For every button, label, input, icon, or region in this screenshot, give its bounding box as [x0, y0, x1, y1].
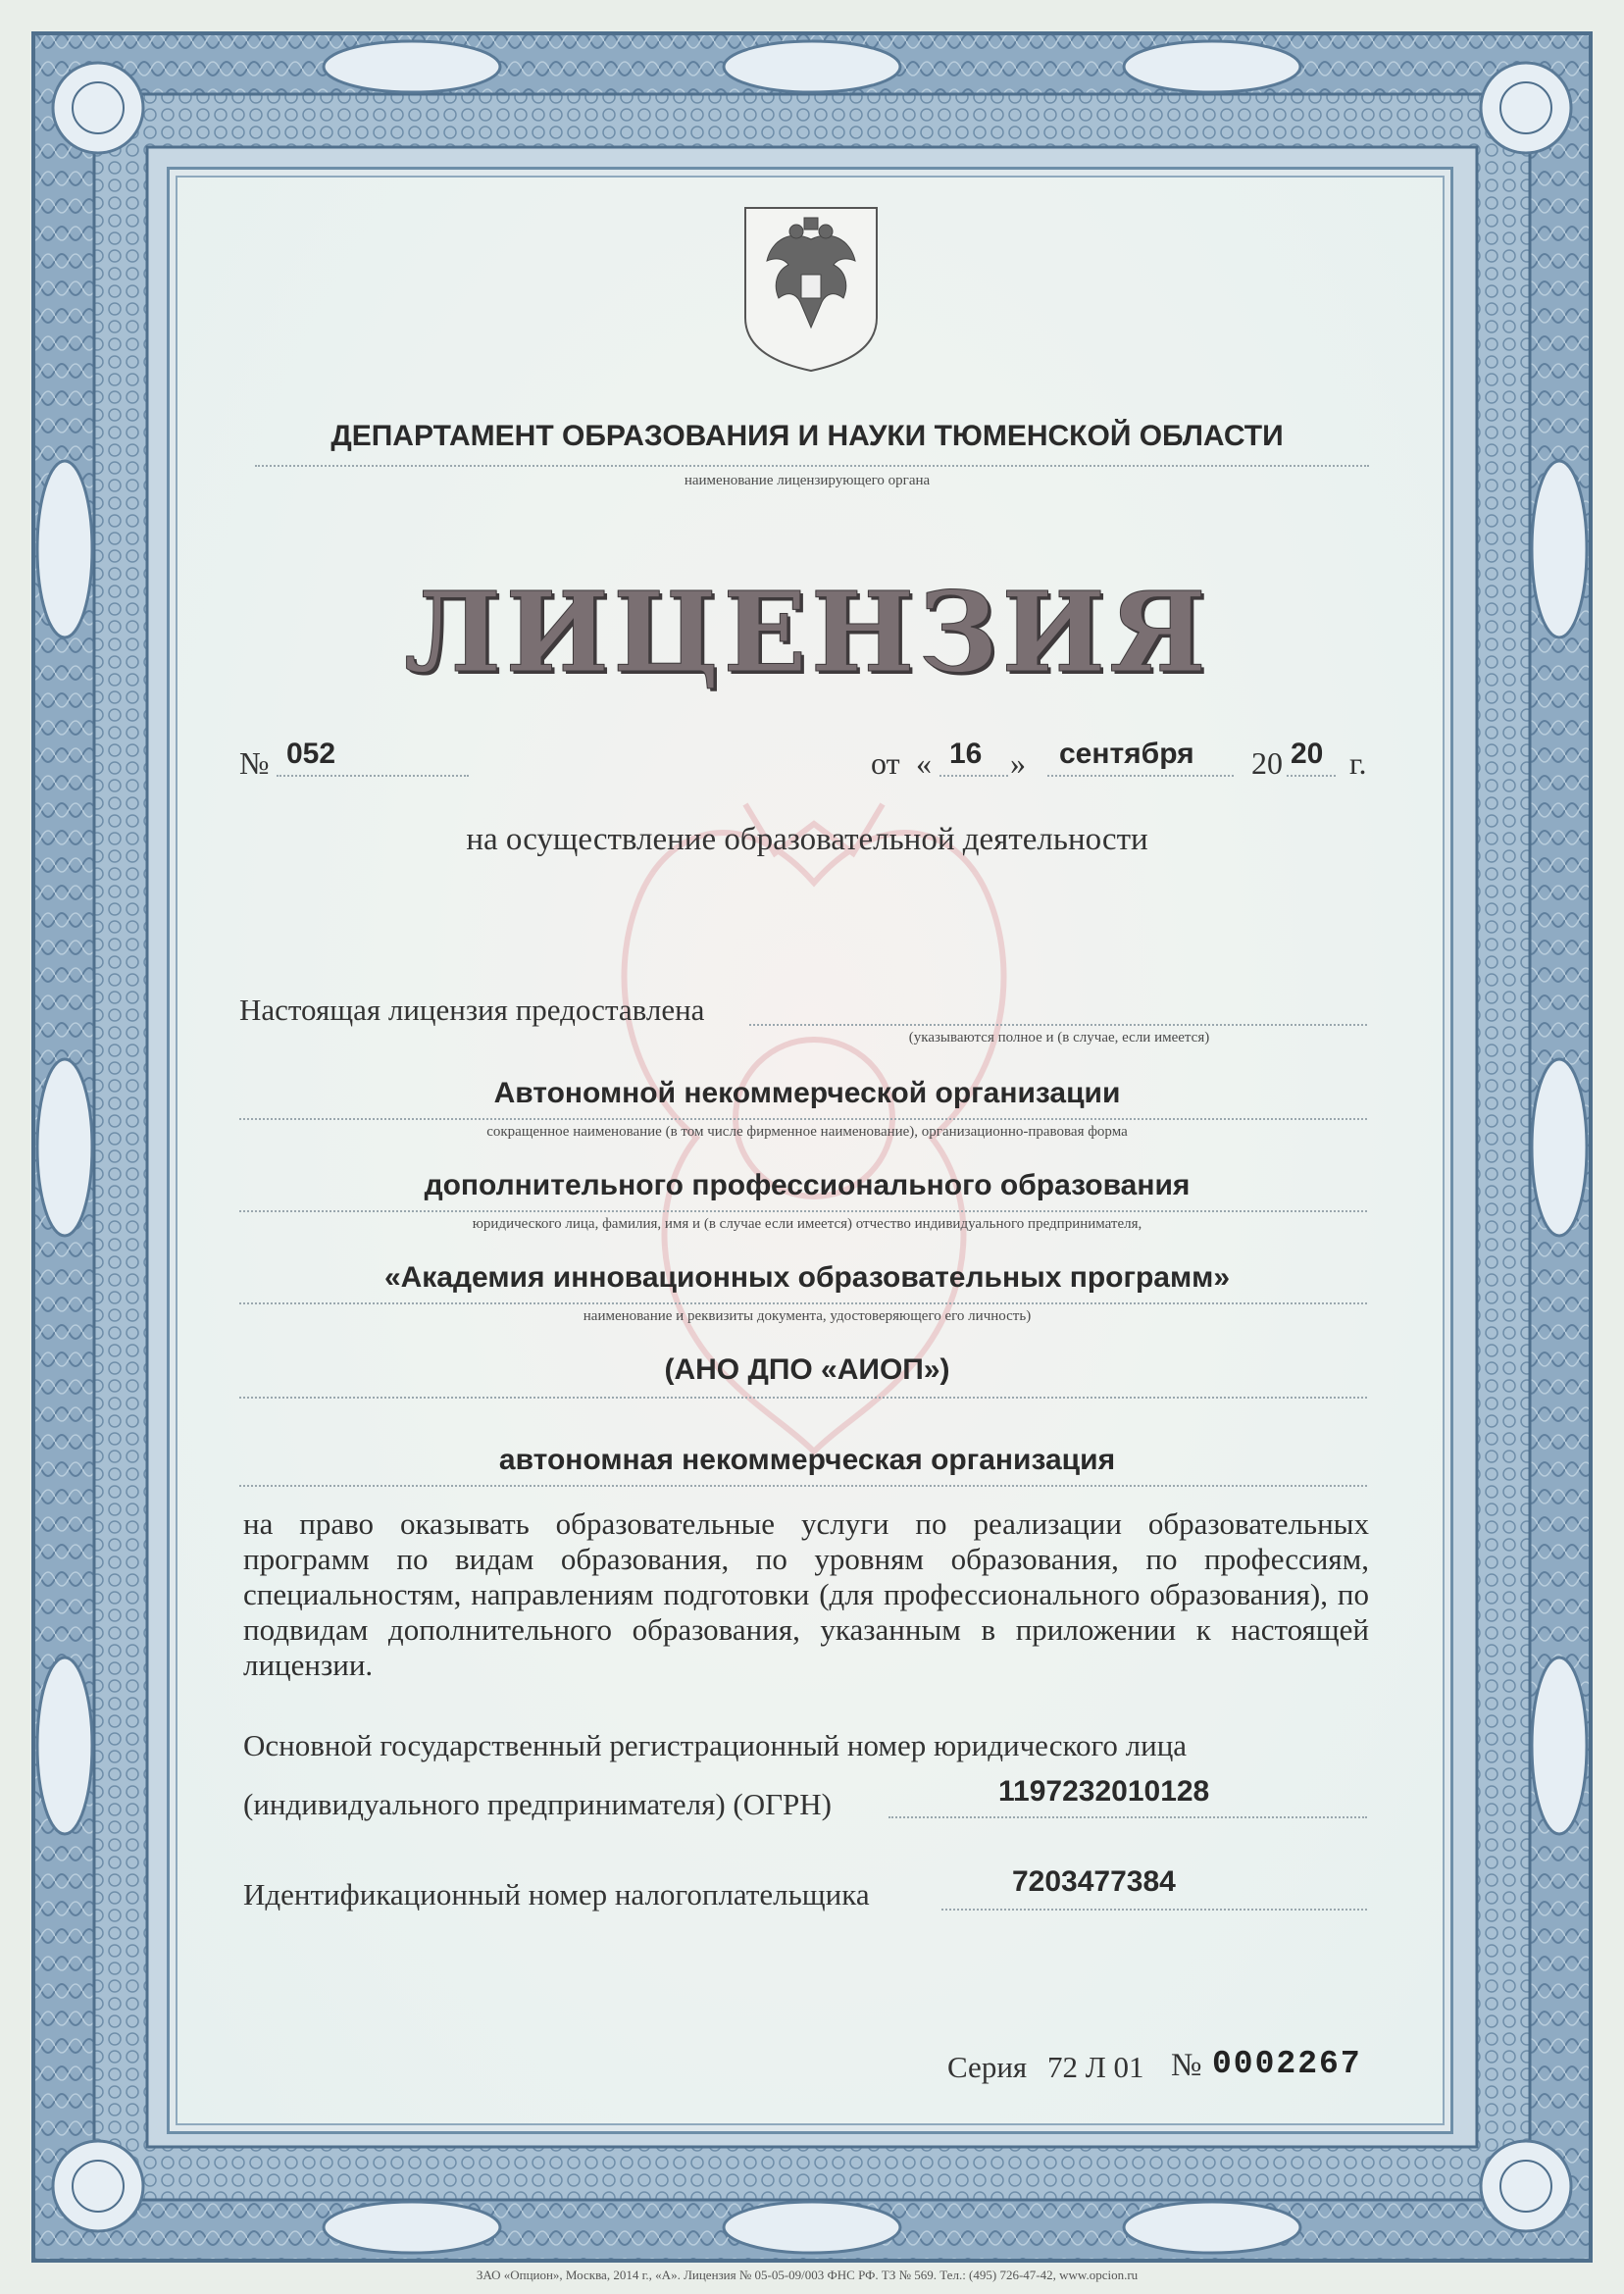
- license-number: 052: [286, 738, 336, 770]
- caption-1: (указываются полное и (в случае, если имеется): [908, 1030, 1210, 1045]
- issuer-caption: наименование лицензирующего органа: [684, 473, 931, 488]
- ogrn-label-2: (индивидуального предпринимателя) (ОГРН): [243, 1787, 833, 1821]
- ogrn-label-1: Основной государственный регистрационный номер юридического лица: [243, 1728, 1188, 1762]
- caption-4: наименование и реквизиты документа, удостоверяющего его личность): [583, 1308, 1032, 1324]
- date-month: сентября: [1059, 738, 1194, 770]
- number-label: №: [239, 745, 270, 781]
- org-line-3: «Академия инновационных образовательных программ»: [383, 1261, 1231, 1294]
- serial-label: №: [1171, 2048, 1202, 2083]
- ogrn-value: 1197232010128: [998, 1775, 1210, 1808]
- date-from-label: от: [871, 745, 900, 781]
- caption-3: юридического лица, фамилия, имя и (в случае если имеется) отчество индивидуального предпринимателя,: [472, 1216, 1142, 1232]
- coat-of-arms-icon: [737, 200, 885, 375]
- series-label: Серия: [947, 2050, 1028, 2084]
- serial-value: 0002267: [1212, 2046, 1362, 2082]
- series-value: 72 Л 01: [1047, 2050, 1144, 2084]
- date-day: 16: [949, 738, 983, 770]
- rights-text: на право оказывать образовательные услуги по реализации образовательных программ по видам образования, по уровням образования, по профессиям, специальностям, направлениям подготовки (для профессионального образования), по подвидам дополнительного образования, указанным в приложении к настоящей лицензии.: [243, 1506, 1369, 1682]
- inn-label: Идентификационный номер налогоплательщика: [243, 1877, 870, 1912]
- caption-2: сокращенное наименование (в том числе фирменное наименование), организационно-правовая форма: [486, 1124, 1128, 1140]
- org-line-1: Автономной некоммерческой организации: [493, 1077, 1121, 1109]
- date-year-prefix: 20: [1251, 745, 1283, 781]
- granted-label: Настоящая лицензия предоставлена: [239, 993, 705, 1027]
- date-year-suffix: 20: [1291, 738, 1324, 770]
- printer-line: ЗАО «Опцион», Москва, 2014 г., «А». Лицензия № 05-05-09/003 ФНС РФ. ТЗ № 569. Тел.: (495) 726-47-42, www.opcion.ru: [476, 2268, 1139, 2282]
- org-line-5: автономная некоммерческая организация: [498, 1444, 1116, 1476]
- date-open-quote: «: [916, 745, 932, 781]
- org-line-2: дополнительного профессионального образования: [424, 1169, 1191, 1201]
- document-title: ЛИЦЕНЗИЯ: [404, 569, 1210, 697]
- date-close-quote: »: [1010, 745, 1026, 781]
- issuer-name: ДЕПАРТАМЕНТ ОБРАЗОВАНИЯ И НАУКИ ТЮМЕНСКОЙ ОБЛАСТИ: [330, 420, 1284, 452]
- date-year-abbr: г.: [1349, 745, 1367, 781]
- activity-text: на осуществление образовательной деятельности: [466, 822, 1148, 857]
- inn-value: 7203477384: [1012, 1865, 1176, 1898]
- org-line-4: (АНО ДПО «АИОП»): [664, 1353, 950, 1386]
